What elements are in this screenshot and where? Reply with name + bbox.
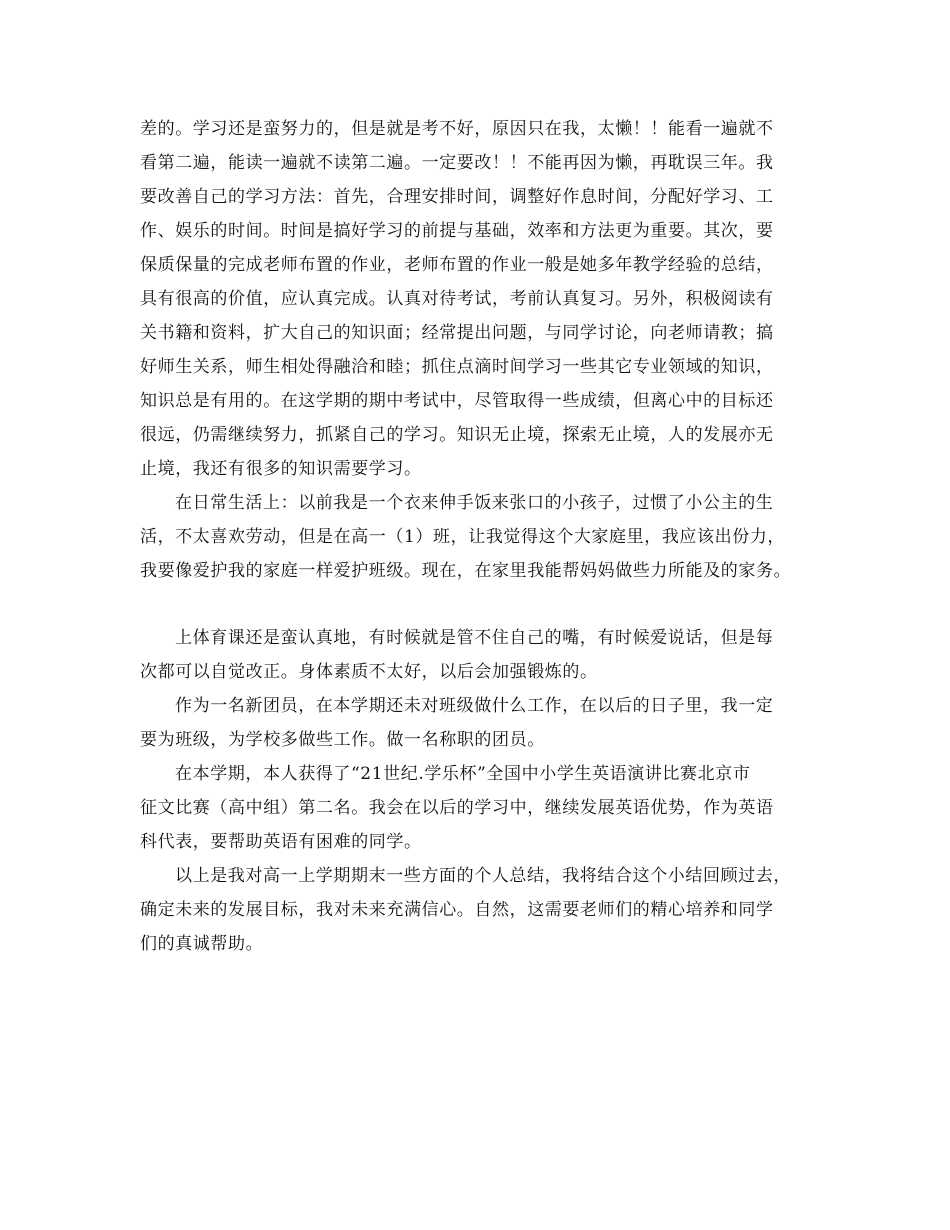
text-line: 确定未来的发展目标，我对未来充满信心。自然，这需要老师们的精心培养和同学 [140, 900, 774, 920]
text-line: 们的真诚帮助。 [140, 934, 264, 954]
text-line: 好师生关系，师生相处得融洽和睦；抓住点滴时间学习一些其它专业领域的知识， [140, 357, 774, 377]
text-line: 征文比赛（高中组）第二名。我会在以后的学习中，继续发展英语优势，作为英语 [140, 798, 774, 818]
text-line: 止境，我还有很多的知识需要学习。 [140, 459, 422, 479]
text-line: 要为班级，为学校多做些工作。做一名称职的团员。 [140, 730, 545, 750]
text-line: 活，不太喜欢劳动，但是在高一（1）班，让我觉得这个大家庭里，我应该出份力， [140, 527, 786, 547]
paragraph-first-line: 作为一名新团员，在本学期还未对班级做什么工作，在以后的日子里，我一定 [175, 696, 774, 716]
paragraph-first-line: 以上是我对高一上学期期末一些方面的个人总结，我将结合这个小结回顾过去， [175, 866, 791, 886]
text-line: 我要像爱护我的家庭一样爱护班级。现在，在家里我能帮妈妈做些力所能及的家务。 [140, 561, 792, 581]
text-line: 关书籍和资料，扩大自己的知识面；经常提出问题，与同学讨论，向老师请教；搞 [140, 323, 774, 343]
text-line: 看第二遍，能读一遍就不读第二遍。一定要改！！不能再因为懒，再耽误三年。我 [140, 153, 774, 173]
text-line: 科代表，要帮助英语有困难的同学。 [140, 832, 422, 852]
paragraph-first-line: 上体育课还是蛮认真地，有时候就是管不住自己的嘴，有时候爱说话，但是每 [175, 628, 774, 648]
text-line: 次都可以自觉改正。身体素质不太好，以后会加强锻炼的。 [140, 662, 598, 682]
text-line: 知识总是有用的。在这学期的期中考试中，尽管取得一些成绩，但离心中的目标还 [140, 391, 774, 411]
text-line: 很远，仍需继续努力，抓紧自己的学习。知识无止境，探索无止境，人的发展亦无 [140, 425, 774, 445]
text-line: 差的。学习还是蛮努力的，但是就是考不好，原因只在我，太懒！！能看一遍就不 [140, 119, 774, 139]
text-line: 要改善自己的学习方法：首先，合理安排时间，调整好作息时间，分配好学习、工 [140, 187, 774, 207]
paragraph-first-line: 在日常生活上：以前我是一个衣来伸手饭来张口的小孩子，过惯了小公主的生 [175, 493, 774, 513]
text-line: 具有很高的价值，应认真完成。认真对待考试，考前认真复习。另外，积极阅读有 [140, 289, 774, 309]
text-line: 作、娱乐的时间。时间是搞好学习的前提与基础，效率和方法更为重要。其次，要 [140, 221, 774, 241]
paragraph-first-line: 在本学期，本人获得了“21世纪.学乐杯”全国中小学生英语演讲比赛北京市 [175, 764, 751, 784]
text-line: 保质保量的完成老师布置的作业，老师布置的作业一般是她多年教学经验的总结， [140, 255, 774, 275]
